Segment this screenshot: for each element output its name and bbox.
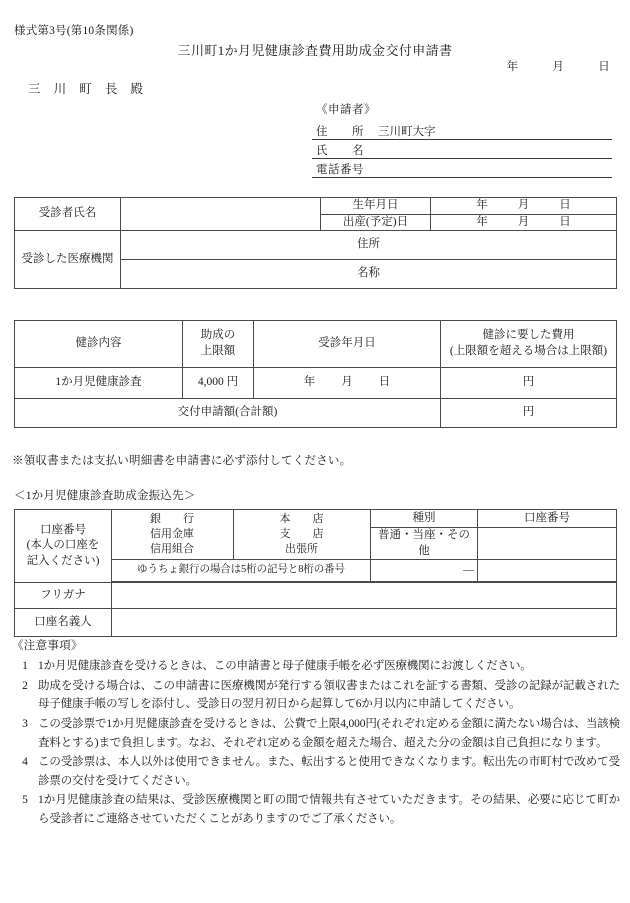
account-holder-label: 口座名義人 bbox=[15, 609, 112, 637]
account-type-options[interactable]: 普通・当座・その他 bbox=[371, 528, 478, 560]
institution-name-cell[interactable] bbox=[121, 260, 617, 289]
yucho-symbol-cells[interactable] bbox=[371, 560, 478, 582]
birthdate-field[interactable] bbox=[431, 198, 617, 215]
note-text: この受診票で1か月児健康診査を受けるときは、公費で上限4,000円(それぞれ定める金額に満たない場合は、当該検査料とする)まで負担します。なお、それぞれ定める金額を超えた場合、超えた分の金額は自己負担になります。 bbox=[38, 717, 620, 749]
account-label-line2: (本人の口座を bbox=[26, 539, 100, 552]
branch-type-line1: 本 店 bbox=[279, 513, 324, 526]
institution-address-label: 住所 bbox=[357, 238, 380, 251]
applicant-name-label: 氏 名 bbox=[316, 145, 364, 157]
total-amount-field[interactable]: 円 bbox=[441, 399, 617, 428]
birth-expected-day: 日 bbox=[559, 215, 571, 228]
account-holder-field[interactable] bbox=[112, 609, 617, 637]
birthdate-month: 月 bbox=[517, 199, 530, 211]
page-title: 三川町1か月児健康診査費用助成金交付申請書 bbox=[177, 43, 453, 58]
account-number-header: 口座番号 bbox=[478, 510, 617, 528]
exam-date-day: 日 bbox=[378, 376, 391, 389]
list-item bbox=[12, 791, 620, 828]
list-item bbox=[12, 657, 620, 676]
patient-name-label: 受診者氏名 bbox=[15, 198, 121, 231]
institution-address-cell[interactable] bbox=[121, 231, 617, 260]
account-number-cells-bottom[interactable] bbox=[478, 560, 617, 582]
bank-type-cell[interactable] bbox=[112, 510, 234, 560]
header-date-day: 日 bbox=[598, 61, 610, 73]
note-text: 1か月児健康診査を受けるときは、この申請書と母子健康手帳を必ず医療機関にお渡しください。 bbox=[38, 660, 532, 672]
form-number: 様式第3号(第10条関係) bbox=[14, 25, 134, 37]
applicant-address-field[interactable]: 三川町大字 bbox=[378, 126, 436, 138]
exam-cost-header bbox=[441, 321, 617, 368]
birth-expected-year: 年 bbox=[476, 215, 488, 228]
note-number: 5 bbox=[22, 794, 28, 807]
applicant-title: 《申請者》 bbox=[316, 104, 376, 116]
account-number-cells-top[interactable] bbox=[478, 528, 617, 560]
list-item bbox=[12, 715, 620, 752]
branch-type-line2: 支 店 bbox=[279, 528, 324, 541]
birthdate-day: 日 bbox=[559, 199, 571, 211]
yucho-note: ゆうちょ銀行の場合は5桁の記号と8桁の番号 bbox=[112, 560, 371, 582]
bank-section-heading: ＜1か月児健康診査助成金振込先＞ bbox=[14, 490, 196, 502]
note-text: この受診票は、本人以外は使用できません。また、転出すると使用できなくなります。転出先の市町村で改めて受診票の交付を受けてください。 bbox=[38, 756, 620, 787]
applicant-phone-label: 電話番号 bbox=[316, 164, 364, 176]
exam-date-field[interactable] bbox=[254, 368, 441, 399]
exam-limit-header-line2: 上限額 bbox=[200, 345, 236, 357]
addressee: 三 川 町 長 殿 bbox=[28, 82, 149, 96]
exam-cost-header-line1: 健診に要した費用 bbox=[482, 329, 575, 342]
account-label-line3: 記入ください) bbox=[26, 554, 100, 567]
bank-type-line1: 銀 行 bbox=[150, 513, 194, 526]
table-row bbox=[15, 510, 617, 528]
account-label-line1: 口座番号 bbox=[40, 523, 86, 536]
note-number: 4 bbox=[22, 756, 28, 769]
institution-name-label: 名称 bbox=[357, 267, 380, 280]
header-date-year: 年 bbox=[506, 61, 519, 73]
note-text: 1か月児健康診査の結果は、受診医療機関と町の間で情報共有させていただきます。その結果、必要に応じて町から受診者にご連絡させていただくことがありますのでご了承ください。 bbox=[38, 794, 620, 825]
header-date-line bbox=[507, 58, 610, 74]
notes-title: 《注意事項》 bbox=[12, 640, 83, 652]
bank-type-line2: 信用金庫 bbox=[150, 528, 194, 541]
bank-account-table bbox=[14, 509, 617, 637]
table-row bbox=[15, 231, 617, 260]
institution-label: 受診した医療機関 bbox=[15, 231, 121, 289]
note-text: 助成を受ける場合は、この申請書に医療機関が発行する領収書またはこれを証する書類、受診の記録が記載された母子健康手帳の写しを添付し、受診日の翌月初日から起算して6か月以内に申請してください。 bbox=[38, 679, 620, 711]
birth-expected-month: 月 bbox=[517, 215, 530, 228]
patient-info-table bbox=[14, 197, 617, 289]
applicant-name-row bbox=[312, 140, 612, 159]
receipt-attachment-note: ※領収書または支払い明細書を申請書に必ず添付してください。 bbox=[12, 455, 352, 467]
exam-date-month: 月 bbox=[341, 376, 353, 389]
birthdate-label: 生年月日 bbox=[321, 198, 431, 215]
exam-cost-field[interactable]: 円 bbox=[441, 368, 617, 399]
furigana-label: フリガナ bbox=[15, 583, 112, 609]
total-amount-label: 交付申請額(合計額) bbox=[15, 399, 441, 428]
branch-type-cell[interactable] bbox=[234, 510, 371, 560]
bank-type-line3: 信用組合 bbox=[150, 542, 194, 555]
exam-date-header: 受診年月日 bbox=[254, 321, 441, 368]
applicant-address-row bbox=[312, 121, 612, 140]
branch-type-line3: 出張所 bbox=[285, 542, 318, 555]
note-number: 2 bbox=[22, 679, 28, 692]
table-row bbox=[15, 399, 617, 428]
table-row bbox=[15, 609, 617, 637]
applicant-phone-row bbox=[312, 159, 612, 178]
note-number: 1 bbox=[22, 660, 28, 672]
account-type-header: 種別 bbox=[371, 510, 478, 528]
birth-expected-label: 出産(予定)日 bbox=[321, 214, 431, 231]
patient-name-field[interactable] bbox=[121, 198, 321, 231]
table-row bbox=[15, 583, 617, 609]
note-number: 3 bbox=[22, 717, 28, 730]
exam-table bbox=[14, 320, 617, 428]
yucho-dash-cell: — bbox=[463, 564, 475, 577]
list-item bbox=[12, 677, 620, 714]
birth-expected-field[interactable] bbox=[431, 214, 617, 231]
exam-date-year: 年 bbox=[303, 376, 316, 389]
list-item bbox=[12, 753, 620, 790]
table-row bbox=[15, 198, 617, 215]
table-row bbox=[15, 368, 617, 399]
yucho-cell-row bbox=[371, 563, 477, 578]
birthdate-year: 年 bbox=[476, 199, 488, 211]
applicant-block bbox=[312, 101, 612, 178]
table-header-row bbox=[15, 321, 617, 368]
account-label-cell bbox=[15, 510, 112, 583]
exam-content-value: 1か月児健康診査 bbox=[15, 368, 183, 399]
exam-content-header: 健診内容 bbox=[15, 321, 183, 368]
notes-section bbox=[12, 637, 620, 830]
exam-limit-value: 4,000 円 bbox=[183, 368, 254, 399]
applicant-address-label: 住 所 bbox=[316, 126, 364, 138]
exam-limit-header bbox=[183, 321, 254, 368]
exam-limit-header-line1: 助成の bbox=[200, 329, 236, 342]
furigana-field[interactable] bbox=[112, 583, 617, 609]
exam-cost-header-line2: (上限額を超える場合は上限額) bbox=[449, 345, 608, 357]
header-date-month: 月 bbox=[552, 61, 565, 73]
